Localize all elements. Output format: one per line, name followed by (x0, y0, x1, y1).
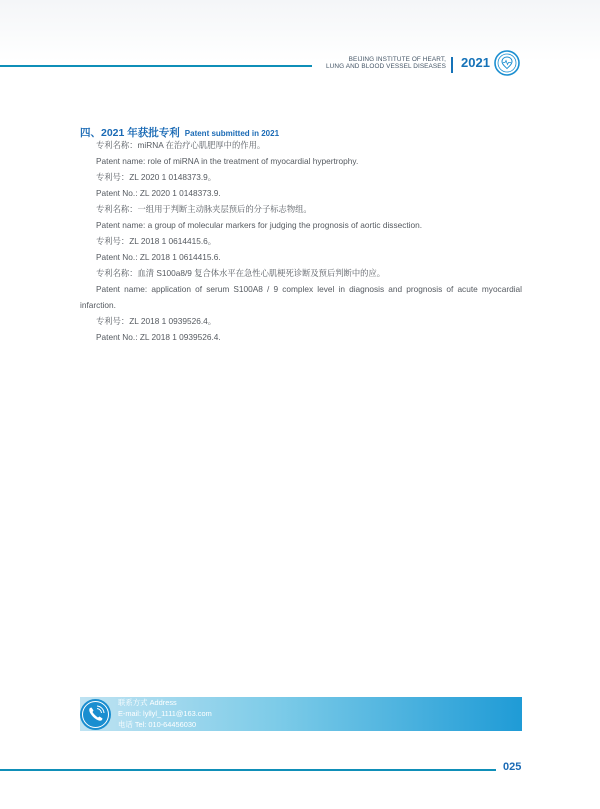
header-separator (451, 57, 453, 73)
header-year: 2021 (461, 55, 490, 70)
patent-2-no-cn: 专利号：ZL 2018 1 0614415.6。 (96, 236, 217, 246)
institute-seal-icon (494, 50, 520, 76)
patent-1-no-en: Patent No.: ZL 2020 1 0148373.9. (96, 188, 221, 198)
header-rule (0, 65, 312, 67)
patent-3-name-cn: 专利名称：血清 S100a8/9 复合体水平在急性心肌梗死诊断及预后判断中的应。 (96, 268, 386, 278)
contact-label: 联系方式 Address (118, 698, 177, 707)
header-org-line2: LUNG AND BLOOD VESSEL DISEASES (326, 63, 446, 71)
section-title-en: Patent submitted in 2021 (184, 129, 280, 138)
patent-1-no-cn: 专利号：ZL 2020 1 0148373.9。 (96, 172, 217, 182)
patent-2-name-en: Patent name: a group of molecular markers for judging the prognosis of aortic dissection. (96, 220, 423, 230)
patent-1-name-cn: 专利名称：miRNA 在治疗心肌肥厚中的作用。 (96, 140, 266, 150)
section-title (80, 125, 279, 140)
page-number: 025 (503, 761, 522, 773)
patent-1-name-en: Patent name: role of miRNA in the treatment of myocardial hypertrophy. (96, 156, 359, 166)
section-title-cn: 四、2021 年获批专利 (80, 127, 180, 139)
patent-3-no-cn: 专利号：ZL 2018 1 0939526.4。 (96, 316, 217, 326)
patent-2-no-en: Patent No.: ZL 2018 1 0614415.6. (96, 252, 221, 262)
footer-rule (0, 769, 496, 771)
contact-phone: 电话 Tel: 010-64456030 (118, 720, 197, 729)
phone-icon (80, 699, 111, 730)
patent-2-name-cn: 专利名称：一组用于判断主动脉夹层预后的分子标志物组。 (96, 204, 312, 214)
patent-3-name-en: Patent name: application of serum S100A8 / 9 complex level in diagnosis and prognosis of acute myocardial infarction. (80, 284, 522, 310)
contact-email: E-mail: lyllyl_1111@163.com (118, 709, 212, 718)
header-institute-name (326, 56, 446, 71)
header-org-line1: BEIJING INSTITUTE OF HEART, (348, 56, 446, 63)
patent-3-no-en: Patent No.: ZL 2018 1 0939526.4. (96, 332, 221, 342)
